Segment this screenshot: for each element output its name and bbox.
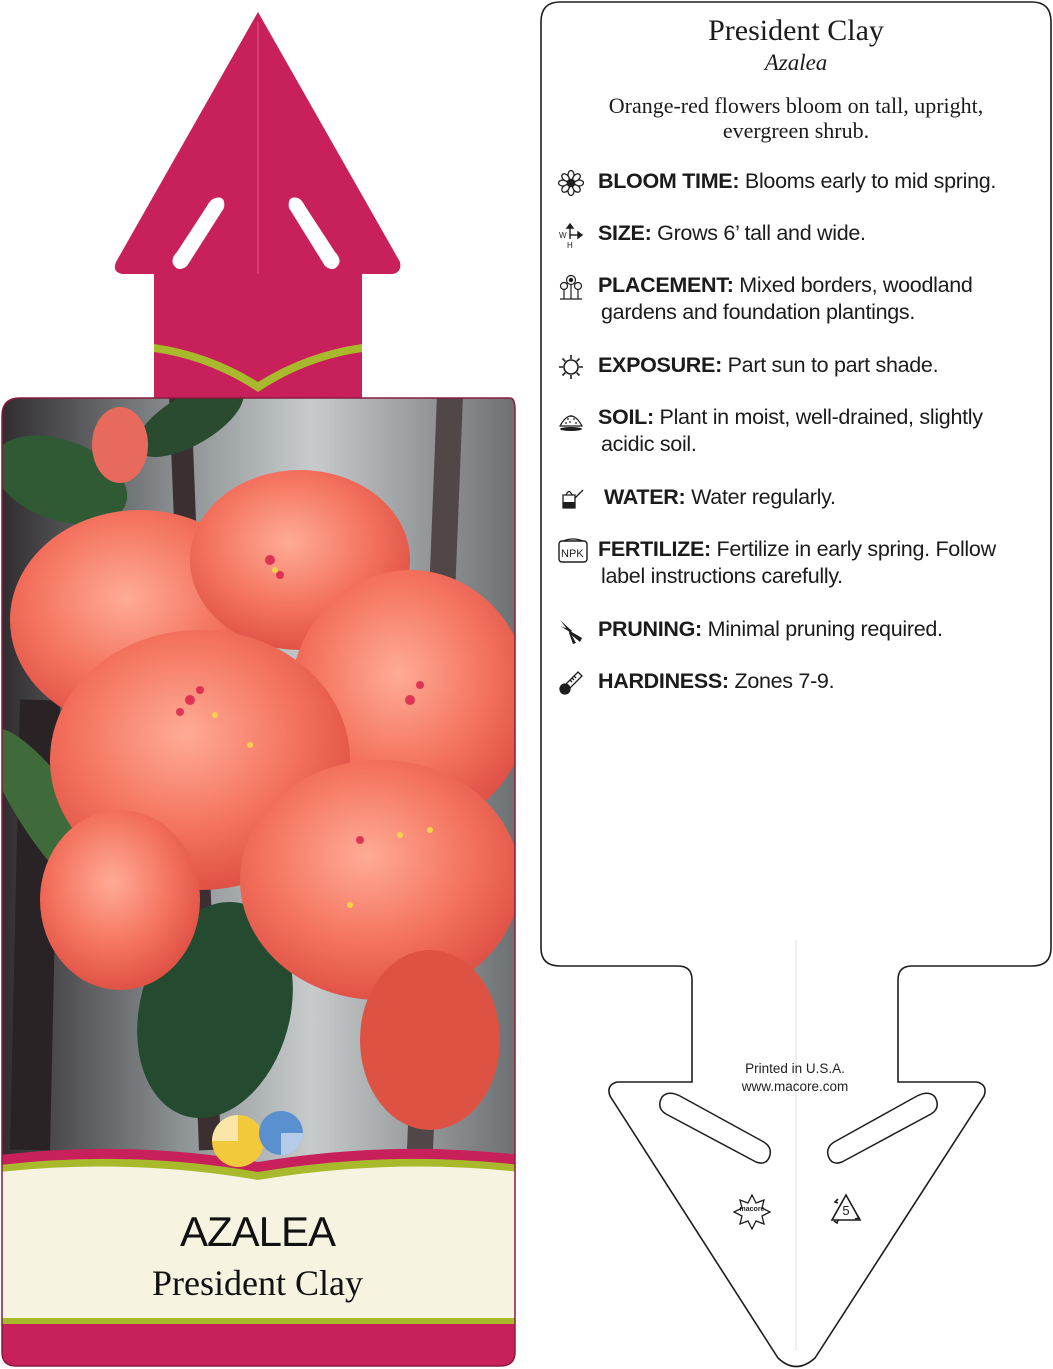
- soil-row: [558, 404, 1038, 460]
- soil-label: SOIL:: [598, 405, 654, 429]
- water-label: WATER:: [604, 485, 686, 509]
- front-genus: AZALEA: [179, 1208, 336, 1255]
- hardiness-value: Zones 7-9.: [734, 669, 835, 693]
- placement-value-2: gardens and foundation plantings.: [601, 300, 916, 324]
- recycle-number: 5: [842, 1203, 850, 1218]
- bloom-time-value: Blooms early to mid spring.: [744, 169, 997, 193]
- size-w-text: W: [559, 231, 567, 240]
- bloom-time-label: BLOOM TIME:: [598, 169, 740, 193]
- exposure-value: Part sun to part shade.: [727, 353, 939, 377]
- pruners-icon: [558, 618, 584, 644]
- placement-value-1: Mixed borders, woodland: [739, 273, 973, 297]
- plant-genus: Azalea: [764, 50, 828, 75]
- pruning-label: PRUNING:: [598, 617, 702, 641]
- hardiness-label: HARDINESS:: [598, 669, 729, 693]
- website-text: www.macore.com: [741, 1079, 849, 1094]
- water-value: Water regularly.: [691, 485, 836, 509]
- npk-bag-icon: [556, 538, 590, 564]
- soil-pile-icon: [558, 406, 584, 432]
- fertilize-value-1: Fertilize in early spring. Follow: [716, 537, 996, 561]
- size-arrows-icon: [558, 222, 584, 248]
- exposure-label: EXPOSURE:: [598, 353, 722, 377]
- soil-value-2: acidic soil.: [601, 432, 697, 456]
- description-line-1: Orange-red flowers bloom on tall, upright,: [608, 93, 984, 118]
- size-label: SIZE:: [598, 221, 652, 245]
- size-value: Grows 6’ tall and wide.: [657, 221, 866, 245]
- description-line-2: evergreen shrub.: [722, 118, 870, 143]
- placement-row: [558, 272, 1038, 328]
- npk-text: NPK: [561, 548, 584, 560]
- flowers-placement-icon: [558, 274, 584, 300]
- fertilize-label: FERTILIZE:: [598, 537, 711, 561]
- soil-value-1: Plant in moist, well-drained, slightly: [659, 405, 983, 429]
- flower-icon: [558, 170, 584, 196]
- placement-label: PLACEMENT:: [598, 273, 734, 297]
- pruning-value: Minimal pruning required.: [707, 617, 943, 641]
- size-h-text: H: [567, 241, 573, 248]
- macore-logo-text: macore: [739, 1206, 765, 1213]
- plant-name: President Clay: [708, 14, 884, 47]
- front-cultivar: President Clay: [152, 1263, 363, 1303]
- sun-icon: [558, 354, 584, 380]
- fertilize-value-2: label instructions carefully.: [601, 564, 843, 588]
- fertilize-row: [558, 536, 1038, 592]
- watering-can-icon: [558, 486, 584, 512]
- thermometer-icon: [558, 670, 584, 696]
- printed-in-text: Printed in U.S.A.: [745, 1061, 845, 1076]
